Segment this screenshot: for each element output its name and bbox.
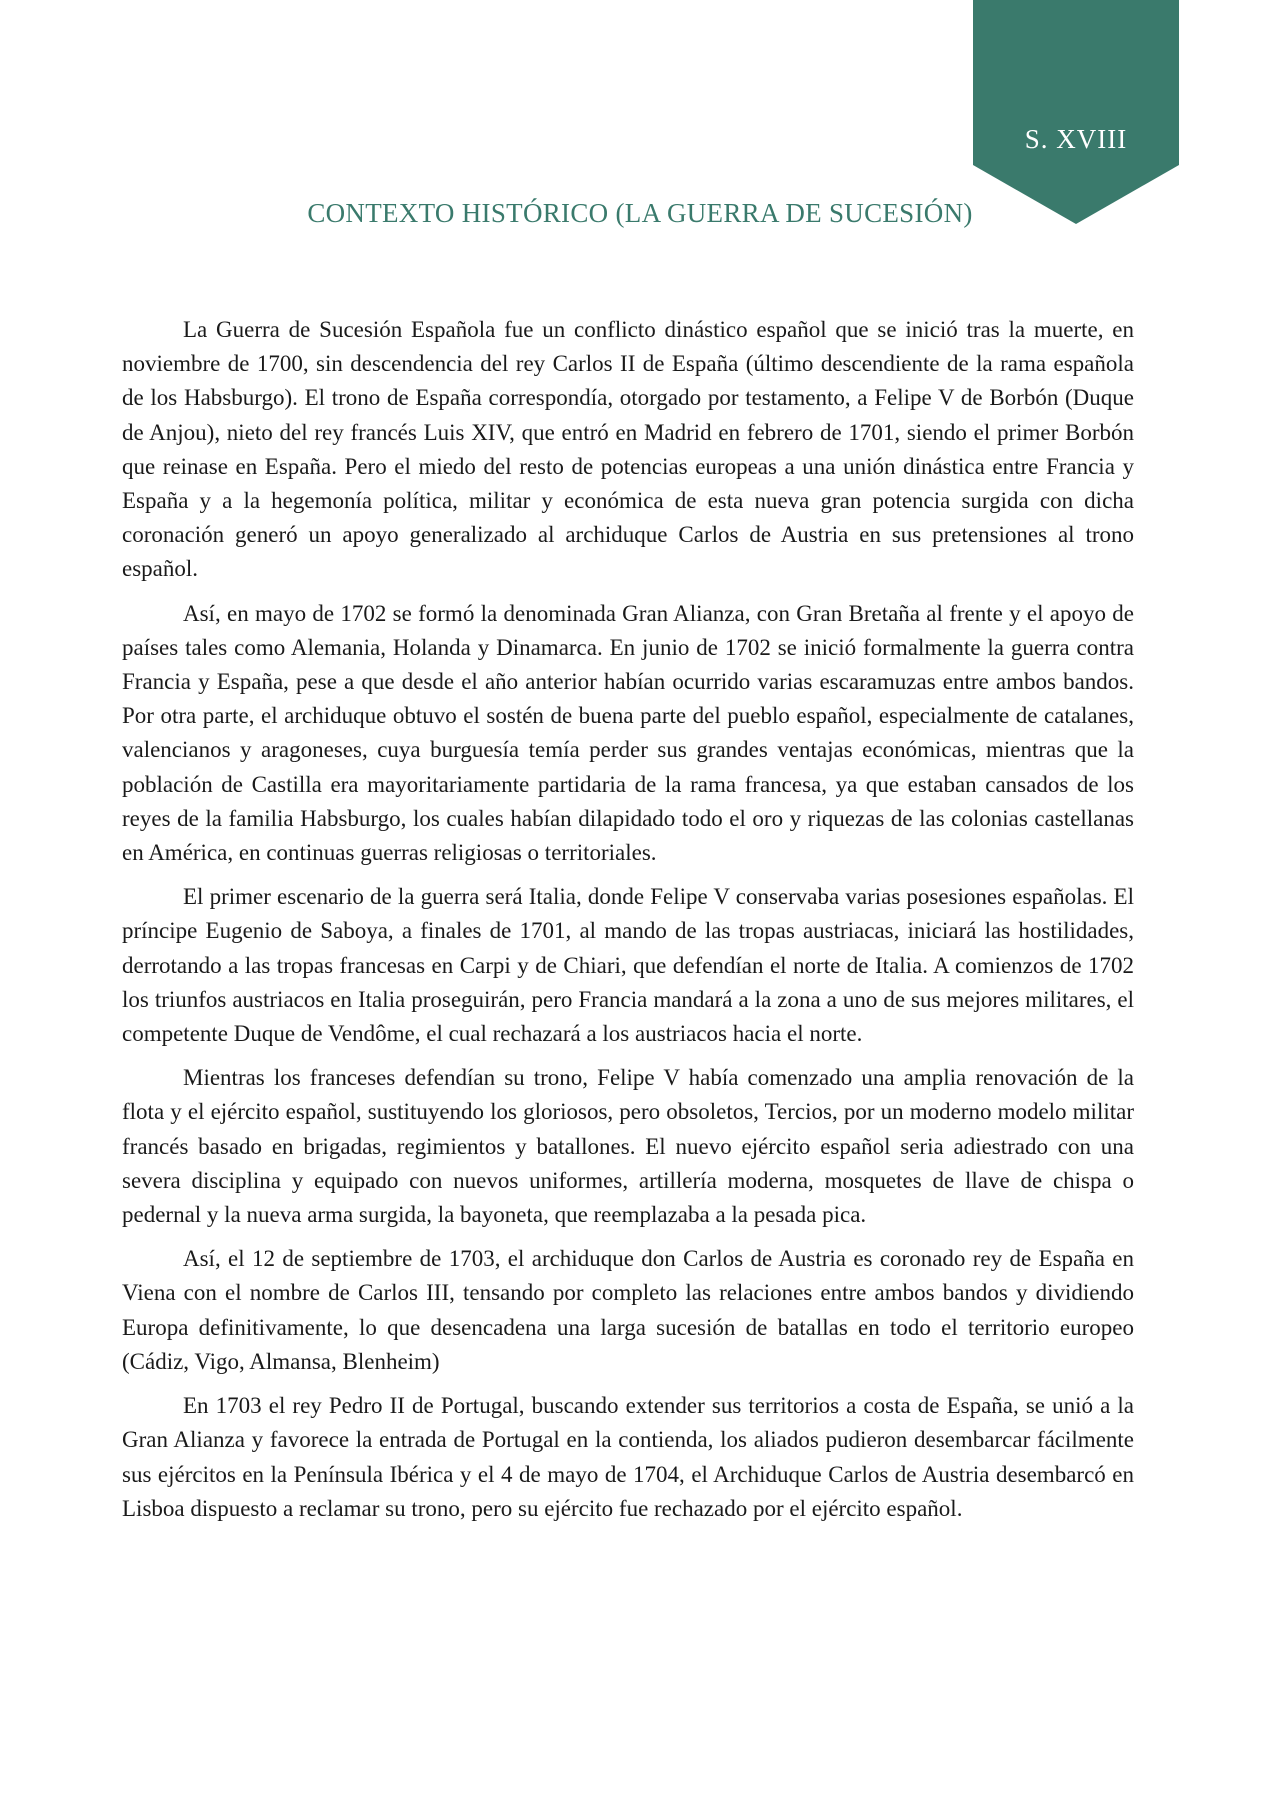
paragraph-6: En 1703 el rey Pedro II de Portugal, buscando extender sus territorios a costa de España, se unió a la Gran Alianza y favorece la entrada de Portugal en la contienda, los aliados pudieron desembarcar fácilmente sus ejércitos en la Península Ibérica y el 4 de mayo de 1704, el Archiduque Carlos de Austria desembarcó en Lisboa dispuesto a reclamar su trono, pero su ejército fue rechazado por el ejército español. (122, 1393, 1134, 1521)
document-body (122, 313, 1134, 1536)
paragraph-2: Así, en mayo de 1702 se formó la denominada Gran Alianza, con Gran Bretaña al frente y el apoyo de países tales como Alemania, Holanda y Dinamarca. En junio de 1702 se inició formalmente la guerra contra Francia y España, pese a que desde el año anterior habían ocurrido varias escaramuzas entre ambos bandos. Por otra parte, el archiduque obtuvo el sostén de buena parte del pueblo español, especialmente de catalanes, valencianos y aragoneses, cuya burguesía temía perder sus grandes ventajas económicas, mientras que la población de Castilla era mayoritariamente partidaria de la rama francesa, ya que estaban cansados de los reyes de la familia Habsburgo, los cuales habían dilapidado todo el oro y riquezas de las colonias castellanas en América, en continuas guerras religiosas o territoriales. (122, 600, 1134, 866)
section-tab (973, 0, 1179, 224)
bookmark-ribbon-shape (973, 0, 1179, 224)
paragraph-4: Mientras los franceses defendían su trono, Felipe V había comenzado una amplia renovación de la flota y el ejército español, sustituyendo los gloriosos, pero obsoletos, Tercios, por un moderno modelo militar francés basado en brigadas, regimientos y batallones. El nuevo ejército español seria adiestrado con una severa disciplina y equipado con nuevos uniformes, artillería moderna, mosquetes de llave de chispa o pedernal y la nueva arma surgida, la bayoneta, que reemplazaba a la pesada pica. (122, 1065, 1134, 1228)
paragraph-3: El primer escenario de la guerra será Italia, donde Felipe V conservaba varias posesiones españolas. El príncipe Eugenio de Saboya, a finales de 1701, al mando de las tropas austriacas, iniciará las hostilidades, derrotando a las tropas francesas en Carpi y de Chiari, que defendían el norte de Italia. A comienzos de 1702 los triunfos austriacos en Italia proseguirán, pero Francia mandará a la zona a uno de sus mejores militares, el competente Duque de Vendôme, el cual rechazará a los austriacos hacia el norte. (122, 884, 1134, 1047)
paragraph-5: Así, el 12 de septiembre de 1703, el archiduque don Carlos de Austria es coronado rey de España en Viena con el nombre de Carlos III, tensando por completo las relaciones entre ambos bandos y dividiendo Europa definitivamente, lo que desencadena una larga sucesión de batallas en todo el territorio europeo (Cádiz, Vigo, Almansa, Blenheim) (122, 1246, 1134, 1374)
paragraph-1: La Guerra de Sucesión Española fue un conflicto dinástico español que se inició tras la muerte, en noviembre de 1700, sin descendencia del rey Carlos II de España (último descendiente de la rama española de los Habsburgo). El trono de España correspondía, otorgado por testamento, a Felipe V de Borbón (Duque de Anjou), nieto del rey francés Luis XIV, que entró en Madrid en febrero de 1701, siendo el primer Borbón que reinase en España. Pero el miedo del resto de potencias europeas a una unión dinástica entre Francia y España y a la hegemonía política, militar y económica de esta nueva gran potencia surgida con dicha coronación generó un apoyo generalizado al archiduque Carlos de Austria en sus pretensiones al trono español. (122, 317, 1134, 582)
century-label: S. XVIII (1024, 124, 1128, 154)
document-title: CONTEXTO HISTÓRICO (LA GUERRA DE SUCESIÓN) (307, 198, 973, 228)
